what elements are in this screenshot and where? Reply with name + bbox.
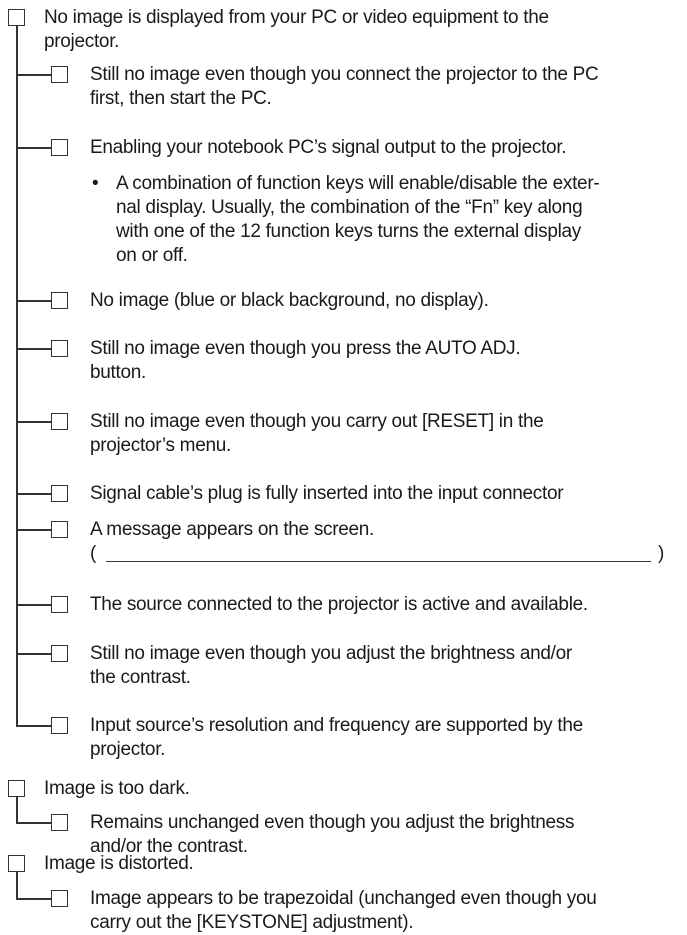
tree-branch (16, 300, 51, 302)
problem-checkbox[interactable] (8, 780, 25, 797)
check-item-label: Signal cable’s plug is fully inserted into the input connector (90, 483, 564, 504)
problem-checkbox[interactable] (8, 855, 25, 872)
check-item-label: Image appears to be trapezoidal (unchanged even though you carry out the [KEYSTONE] adjustment). (90, 888, 597, 933)
check-item-label: Remains unchanged even though you adjust the brightness and/or the contrast. (90, 812, 575, 857)
check-item-checkbox[interactable] (51, 66, 68, 83)
check-item-label: A message appears on the screen. (90, 519, 375, 540)
tree-branch (16, 898, 51, 900)
check-item-checkbox[interactable] (51, 596, 68, 613)
check-item-checkbox[interactable] (51, 413, 68, 430)
blank-open-paren: ( (90, 543, 97, 564)
check-item-label: The source connected to the projector is active and available. (90, 594, 588, 615)
problem-checkbox[interactable] (8, 9, 25, 26)
check-item-label: Still no image even though you adjust the brightness and/or the contrast. (90, 643, 572, 688)
problem-label: Image is too dark. (44, 778, 190, 799)
bullet-dot: • (92, 173, 99, 194)
check-item-label: Still no image even though you connect the projector to the PC first, then start the PC. (90, 64, 599, 109)
tree-branch (16, 493, 51, 495)
tree-branch (16, 74, 51, 76)
check-item-label: Enabling your notebook PC’s signal output to the projector. (90, 137, 567, 158)
check-item-label: Still no image even though you press the AUTO ADJ. button. (90, 338, 521, 383)
check-item-label: Input source’s resolution and frequency are supported by the projector. (90, 715, 583, 760)
check-item-checkbox[interactable] (51, 485, 68, 502)
check-item-checkbox[interactable] (51, 717, 68, 734)
check-item-label: Still no image even though you carry out [RESET] in the projector’s menu. (90, 411, 544, 456)
check-item-checkbox[interactable] (51, 340, 68, 357)
check-item-label: No image (blue or black background, no display). (90, 290, 489, 311)
blank-answer-line[interactable] (106, 561, 651, 562)
tree-connector (16, 872, 18, 899)
tree-branch (16, 604, 51, 606)
tree-branch (16, 822, 51, 824)
tree-connector (16, 797, 18, 823)
tree-branch (16, 348, 51, 350)
problem-label: Image is distorted. (44, 853, 194, 874)
bullet-text: A combination of function keys will enable/disable the exter- nal display. Usually, the combination of the “Fn” key along with one of the 12 function keys turns the external display on or off. (116, 173, 600, 266)
blank-close-paren: ) (658, 543, 665, 564)
check-item-checkbox[interactable] (51, 645, 68, 662)
check-item-checkbox[interactable] (51, 521, 68, 538)
tree-branch (16, 147, 51, 149)
check-item-checkbox[interactable] (51, 139, 68, 156)
tree-branch (16, 421, 51, 423)
check-item-checkbox[interactable] (51, 292, 68, 309)
problem-label: No image is displayed from your PC or video equipment to the projector. (44, 7, 549, 52)
tree-branch (16, 529, 51, 531)
check-item-checkbox[interactable] (51, 890, 68, 907)
tree-branch (16, 653, 51, 655)
check-item-checkbox[interactable] (51, 814, 68, 831)
tree-branch (16, 725, 51, 727)
tree-connector (16, 26, 18, 726)
